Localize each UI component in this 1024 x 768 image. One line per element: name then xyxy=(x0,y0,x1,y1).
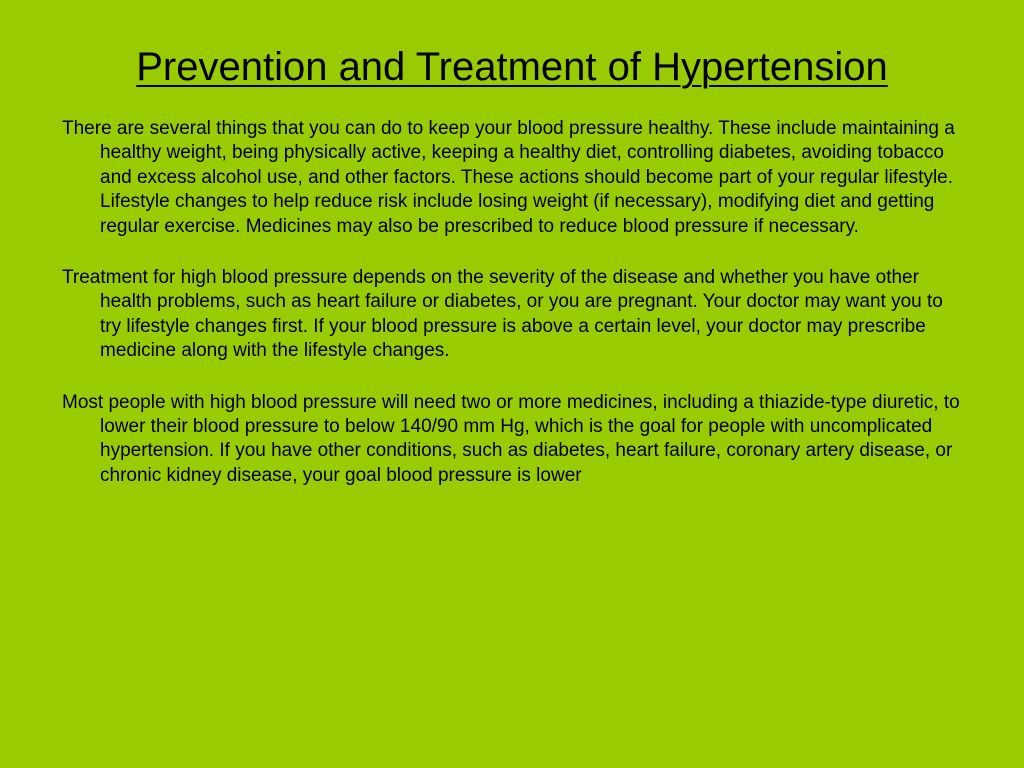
slide-title: Prevention and Treatment of Hypertension xyxy=(136,45,888,89)
paragraph-prevention: There are several things that you can do to keep your blood pressure healthy. These include maintaining a healthy weight, being physically active, keeping a healthy diet, controlling diabetes, avoiding tobacco and excess alcohol use, and other factors. These actions should become part of your regular lifestyle. Lifestyle changes to help reduce risk include losing weight (if necessary), modifying diet and getting regular exercise. Medicines may also be prescribed to reduce blood pressure if necessary. xyxy=(62,118,955,237)
paragraph-medicines: Most people with high blood pressure will need two or more medicines, including a thiazide-type diuretic, to lower their blood pressure to below 140/90 mm Hg, which is the goal for people with uncomplicated hypertension. If you have other conditions, such as diabetes, heart failure, coronary artery disease, or chronic kidney disease, your goal blood pressure is lower xyxy=(62,391,960,486)
paragraph-treatment: Treatment for high blood pressure depends on the severity of the disease and whether you have other health problems, such as heart failure or diabetes, or you are pregnant. Your doctor may want you to try lifestyle changes first. If your blood pressure is above a certain level, your doctor may prescribe medicine along with the lifestyle changes. xyxy=(62,267,943,362)
slide-body xyxy=(62,117,962,515)
